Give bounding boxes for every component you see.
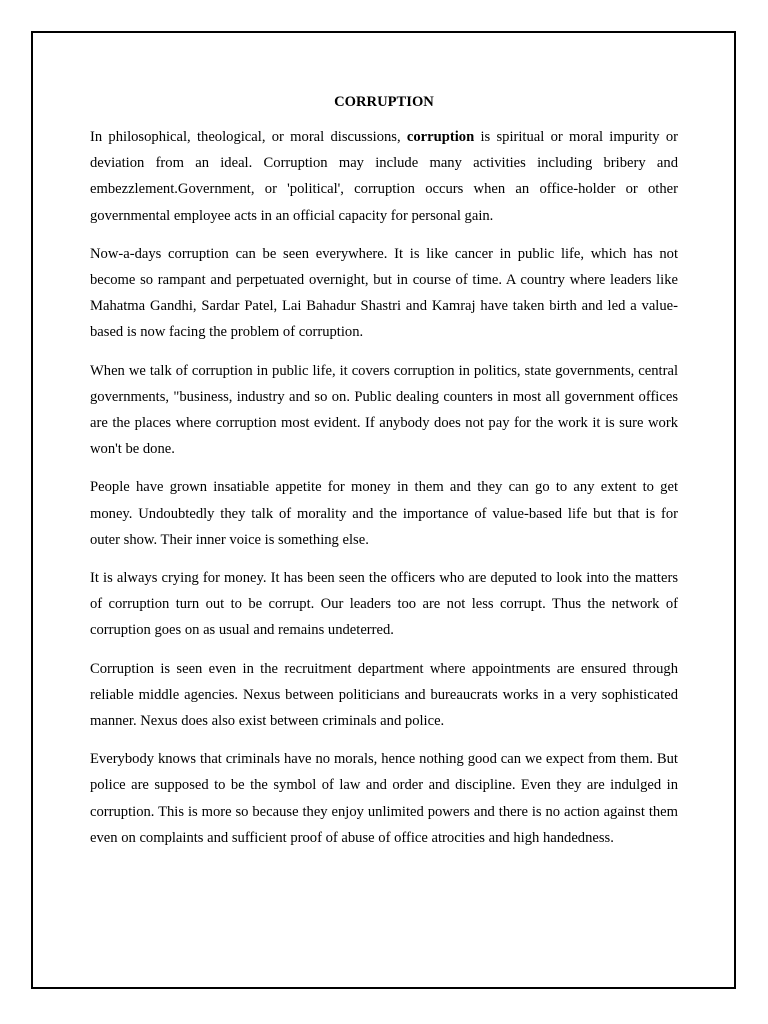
document-body: [90, 90, 678, 863]
paragraph-2: Now-a-days corruption can be seen everywhere. It is like cancer in public life, which has not become so rampant and perpetuated overnight, but in course of time. A country where leaders like Mahatma Gandhi, Sardar Patel, Lai Bahadur Shastri and Kamraj have taken birth and led a value-based is now facing the problem of corruption.: [90, 245, 678, 341]
paragraph-7: Everybody knows that criminals have no morals, hence nothing good can we expect from them. But police are supposed to be the symbol of law and order and discipline. Even they are indulged in corruption. This is more so because they enjoy unlimited powers and there is no action against them even on complaints and sufficient proof of abuse of office atrocities and high handedness.: [90, 751, 678, 846]
paragraph-1-text-end: is spiritual or moral impurity or deviation from an ideal. Corruption may include many activities including bribery and embezzlement.Government, or 'political', corruption occurs when an office-holder or other governmental employee acts in an official capacity for personal gain.: [90, 129, 678, 224]
paragraph-1-text-start: In philosophical, theological, or moral discussions,: [90, 129, 407, 145]
paragraph-1: [90, 124, 678, 229]
paragraph-6: Corruption is seen even in the recruitment department where appointments are ensured through reliable middle agencies. Nexus between politicians and bureaucrats works in a very sophisticated manner. Nexus does also exist between criminals and police.: [90, 660, 678, 730]
document-title: CORRUPTION: [334, 94, 434, 110]
paragraph-1-bold-term: corruption: [406, 129, 475, 145]
paragraph-3: When we talk of corruption in public life, it covers corruption in politics, state governments, central governments, "business, industry and so on. Public dealing counters in most all government offices are the places where corruption most evident. If anybody does not pay for the work it is sure work won't be done.: [90, 362, 678, 458]
paragraph-4: People have grown insatiable appetite for money in them and they can go to any extent to get money. Undoubtedly they talk of morality and the importance of value-based life but that is for outer show. Their inner voice is something else.: [90, 479, 678, 548]
paragraph-5: It is always crying for money. It has been seen the officers who are deputed to look into the matters of corruption turn out to be corrupt. Our leaders too are not less corrupt. Thus the network of corruption goes on as usual and remains undeterred.: [90, 570, 678, 639]
